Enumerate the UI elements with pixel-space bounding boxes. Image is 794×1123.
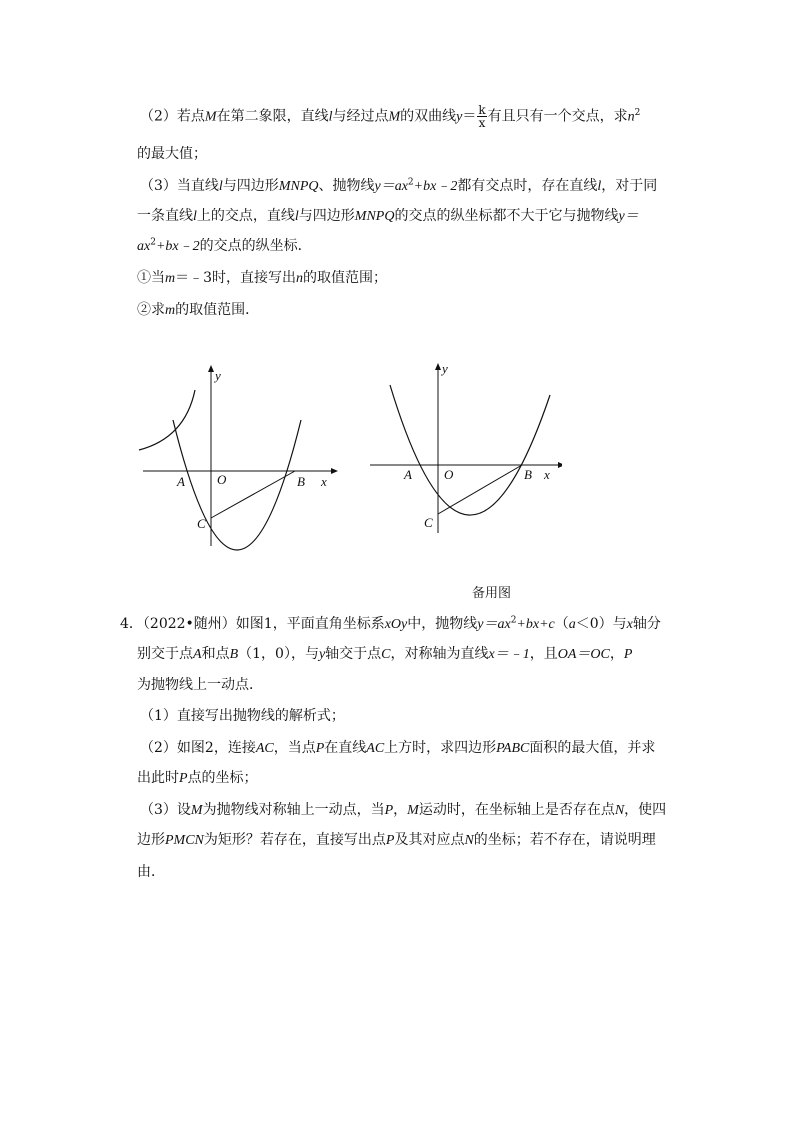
label-c: C (197, 516, 206, 531)
text: 在直线 (324, 740, 367, 756)
text: ，对于同 (601, 178, 658, 194)
text: 一条直线 (137, 208, 193, 224)
q4-part2-line2 (137, 768, 258, 789)
var-m: m (165, 303, 176, 318)
var-mnpq: MNPQ (278, 179, 319, 194)
frac-num: k (478, 103, 486, 117)
var: N (464, 833, 474, 848)
text: 为矩形？若存在，直接写出点 (203, 832, 386, 848)
text: 在第二象限，直线 (216, 108, 329, 125)
text: 4．（2022•随州）如图1，平面直角坐标系 (120, 616, 385, 632)
label-c: C (424, 515, 433, 530)
var-m: M (204, 109, 217, 125)
text: 的交点的纵坐标都不大于它与抛物线 (394, 208, 619, 224)
var-xoy: xOy (384, 617, 408, 632)
text: 与经过点 (332, 108, 389, 125)
label-o: O (444, 467, 454, 482)
var-l: l (597, 179, 602, 194)
text: （1）直接写出抛物线的解析式； (140, 708, 345, 724)
text: 别交于点 (137, 646, 193, 662)
text: 都有交点时，存在直线 (457, 178, 598, 194)
text: 上方时，求四边形 (384, 740, 497, 756)
text: 、抛物线 (318, 178, 375, 194)
var-mnpq: MNPQ (354, 209, 395, 224)
q4-line3 (137, 675, 263, 695)
expr: x＝﹣1 (488, 647, 530, 662)
q4-line1 (120, 614, 661, 635)
text: 为抛物线对称轴上一动点，当 (202, 802, 385, 818)
var: M (407, 803, 419, 818)
q4-part1 (140, 706, 345, 726)
label-b: B (524, 467, 532, 482)
text: ①当 (137, 270, 165, 286)
label-a: A (404, 467, 412, 482)
expr: y＝ (618, 209, 639, 224)
q3-part3-line1 (140, 176, 657, 197)
q3-part2-line1 (140, 104, 640, 129)
var: PABC (496, 741, 530, 756)
frac-den: x (478, 116, 486, 130)
text: 时，直接写出 (212, 270, 297, 286)
var-l: l (294, 209, 299, 224)
label-y: y (215, 368, 221, 383)
hyperbola (139, 390, 195, 450)
q3-part3-line2 (137, 206, 639, 227)
text: ， (393, 802, 408, 818)
q4-part3-line2 (137, 830, 656, 851)
var: P (385, 833, 395, 848)
y-axis-arrow (435, 363, 441, 370)
text: ＝ (462, 108, 477, 125)
q4-part3-line3 (137, 862, 165, 882)
text: 轴交于点 (325, 646, 382, 662)
q4-line2 (137, 644, 632, 665)
superscript: 2 (510, 615, 517, 626)
var: P (623, 647, 633, 662)
text: 面积的最大值，并求 (529, 740, 656, 756)
x-axis-arrow (331, 468, 338, 474)
expr: +bx+c (516, 617, 555, 632)
text: 与四边形 (298, 208, 355, 224)
var-x: x (626, 617, 633, 632)
q4-part2-line1 (140, 738, 655, 759)
expr: y＝ax (374, 179, 408, 194)
var: N (614, 803, 625, 818)
var: PMCN (165, 833, 204, 848)
expr: +bx﹣2 (155, 239, 200, 254)
text: ②求 (137, 302, 165, 318)
text: 为抛物线上一动点． (137, 677, 263, 693)
var-l: l (218, 179, 223, 194)
parabola (173, 420, 301, 550)
text: 出此时 (137, 770, 179, 786)
x-axis-arrow (558, 462, 562, 468)
var: A (193, 647, 202, 662)
var-m: M (388, 109, 401, 125)
text: 运动时，在坐标轴上是否存在点 (418, 802, 615, 818)
q3-part3-line3 (137, 236, 312, 257)
var: B (229, 647, 239, 662)
figure-caption: 备用图 (472, 586, 512, 601)
expr: OA＝OC (557, 647, 610, 662)
text: ，对称轴为直线 (390, 646, 489, 662)
fraction-k-over-x (477, 104, 486, 129)
label-x: x (544, 467, 550, 482)
text: 上的交点，直线 (196, 208, 295, 224)
text: 的双曲线 (400, 108, 457, 125)
text: （3）当直线 (140, 178, 219, 194)
text: 轴分 (632, 616, 661, 632)
text: （ (554, 616, 569, 632)
label-a: A (177, 474, 185, 489)
var-l: l (328, 109, 333, 125)
text: ＝﹣3 (175, 270, 213, 286)
text: （3）设 (140, 802, 191, 818)
var-l: l (193, 209, 197, 224)
text: 边形 (137, 832, 165, 848)
var: y (318, 647, 326, 662)
var: P (179, 771, 188, 786)
text: 的取值范围； (303, 270, 388, 286)
var: M (190, 803, 203, 818)
text: 的坐标；若不存在，请说明理 (473, 832, 656, 848)
superscript: 2 (150, 237, 156, 248)
text: ，使四 (624, 802, 667, 818)
y-axis-arrow (208, 365, 214, 372)
text: ， (609, 646, 624, 662)
text: 与四边形 (222, 178, 279, 194)
var-m: m (165, 271, 176, 286)
label-y: y (442, 361, 448, 376)
var: P (315, 741, 325, 756)
var: P (384, 803, 394, 818)
text: 的取值范围． (175, 302, 260, 318)
var-n: n (627, 109, 635, 125)
figure-left (135, 360, 345, 560)
text: ，当点 (273, 740, 316, 756)
var-n: n (296, 271, 304, 286)
var: C (381, 647, 391, 662)
q3-sub1 (137, 268, 387, 289)
text: 的交点的纵坐标． (199, 238, 312, 254)
text: 的最大值； (137, 146, 207, 162)
var-a: a (568, 617, 576, 632)
text: （1，0），与 (238, 646, 319, 662)
superscript: 2 (634, 107, 641, 118)
label-x: x (321, 474, 327, 489)
text: 点的坐标； (187, 770, 258, 786)
q4-part3-line1 (140, 800, 666, 821)
text: ，且 (529, 646, 558, 662)
text: 有且只有一个交点，求 (487, 108, 628, 125)
figure-right (362, 355, 562, 555)
text: 和点 (201, 646, 230, 662)
q3-sub2 (137, 300, 259, 321)
label-o: O (217, 472, 227, 487)
text: 中，抛物线 (407, 616, 478, 632)
label-b: B (297, 474, 305, 489)
expr: ax (137, 239, 151, 254)
var-y: y (456, 109, 463, 125)
text: 及其对应点 (394, 832, 465, 848)
text: ＜0）与 (575, 616, 627, 632)
expr: y＝ax (477, 617, 511, 632)
var: AC (366, 741, 385, 756)
superscript: 2 (407, 177, 414, 188)
expr: +bx﹣2 (413, 179, 458, 194)
q3-part2-line2 (137, 144, 207, 164)
var: AC (255, 741, 274, 756)
text: （2）若点 (140, 108, 205, 125)
text: 由． (137, 864, 165, 880)
text: （2）如图2，连接 (140, 740, 256, 756)
